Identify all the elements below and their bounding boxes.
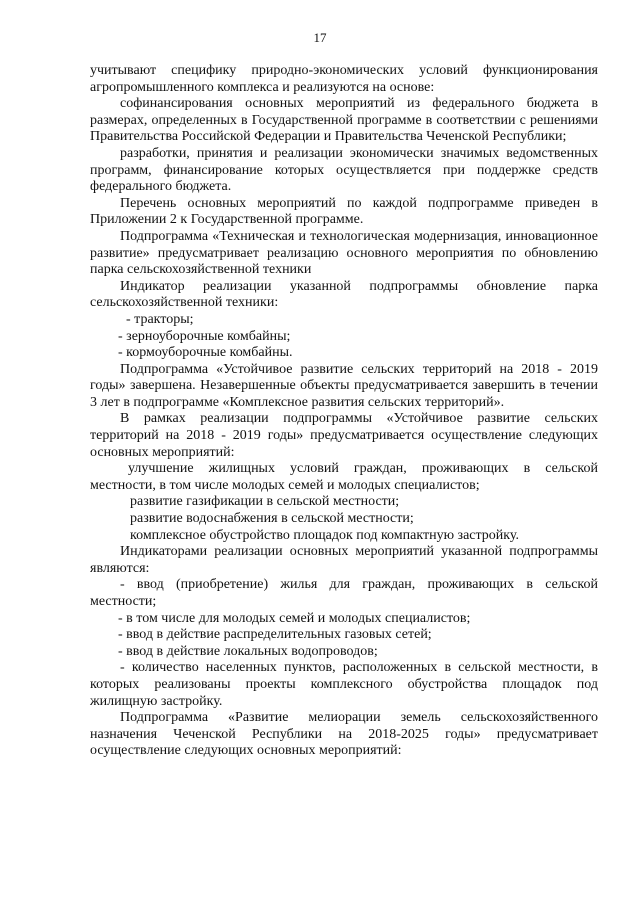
list-item: - зерноуборочные комбайны; <box>118 328 291 344</box>
paragraph: софинансирования основных мероприятий из федерального бюджета в размерах, определенных в Государственной программе в соответствии с решениями Правительства Российской Федерации и Правительства Чеченской Республики; <box>90 96 598 145</box>
paragraph: В рамках реализации подпрограммы «Устойчивое развитие сельских территорий на 2018 - 2019 годы» предусматривается осуществление следующих основных мероприятий: <box>90 411 598 460</box>
paragraph: Подпрограмма «Техническая и технологическая модернизация, инновационное развитие» предусматривает реализацию основного мероприятия по обновлению парка сельскохозяйственной техники <box>90 228 598 278</box>
list-item: - количество населенных пунктов, расположенных в сельской местности, в которых реализованы проекты комплексного обустройства площадок под жилищную застройку. <box>90 660 598 709</box>
paragraph: Подпрограмма «Устойчивое развитие сельских территорий на 2018 - 2019 годы» завершена. Незавершенные объекты предусматривается завершить в течении 3 лет в подпрограмме «Комплексное развития сельских территорий». <box>90 361 598 410</box>
document-body <box>90 63 598 760</box>
list-item: комплексное обустройство площадок под компактную застройку. <box>130 527 519 543</box>
page-number: 17 <box>313 30 327 45</box>
paragraph: разработки, принятия и реализации экономически значимых ведомственных программ, финансирование которых осуществляется при поддержке средств федерального бюджета. <box>90 145 598 195</box>
list-item: - ввод в действие локальных водопроводов; <box>118 643 378 659</box>
paragraph: Перечень основных мероприятий по каждой подпрограмме приведен в Приложении 2 к Государственной программе. <box>90 195 598 228</box>
list-item: - кормоуборочные комбайны. <box>118 345 293 361</box>
list-item: - в том числе для молодых семей и молодых специалистов; <box>118 610 471 626</box>
paragraph: улучшение жилищных условий граждан, проживающих в сельской местности, в том числе молодых семей и молодых специалистов; <box>90 461 598 493</box>
list-item: - ввод в действие распределительных газовых сетей; <box>118 627 432 643</box>
list-item: - ввод (приобретение) жилья для граждан, проживающих в сельской местности; <box>90 577 598 609</box>
paragraph: учитывают специфику природно-экономических условий функционирования агропромышленного комплекса и реализуются на основе: <box>90 63 598 95</box>
list-item: - тракторы; <box>126 311 194 327</box>
paragraph: Индикаторами реализации основных мероприятий указанной подпрограммы являются: <box>90 544 598 576</box>
list-item: развитие газификации в сельской местности; <box>130 494 400 510</box>
list-item: развитие водоснабжения в сельской местности; <box>130 511 414 527</box>
paragraph: Индикатор реализации указанной подпрограммы обновление парка сельскохозяйственной техники: <box>90 278 598 311</box>
paragraph: Подпрограмма «Развитие мелиорации земель сельскохозяйственного назначения Чеченской Республики на 2018-2025 годы» предусматривает осуществление следующих основных мероприятий: <box>90 710 598 759</box>
